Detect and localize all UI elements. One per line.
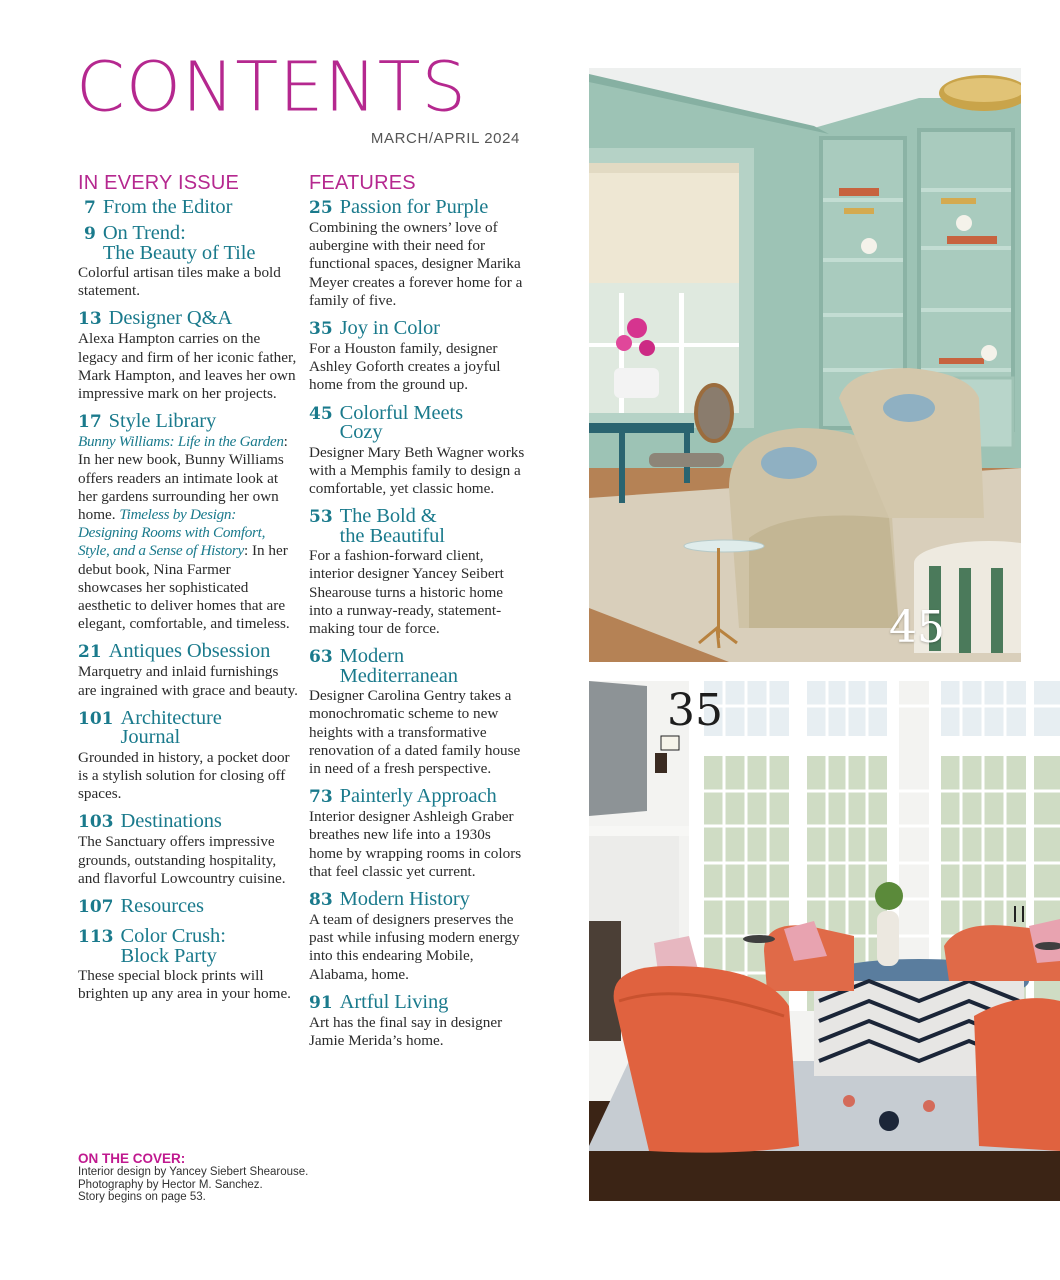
toc-entry-modern-mediterranean[interactable] <box>309 647 527 778</box>
page-number: 91 <box>309 992 333 1013</box>
toc-entry-from-the-editor[interactable] <box>78 198 298 218</box>
in-every-issue-column <box>78 171 298 1012</box>
entry-title: Modern Mediterranean <box>339 645 458 687</box>
page-number: 35 <box>309 319 333 340</box>
entry-description: Combining the owners’ love of aubergine with their need for functional spaces, designer Marika Meyer creates a forever home for a family of five. <box>309 219 523 309</box>
entry-title: Style Library <box>108 410 217 433</box>
book-title: Timeless by Design: Designing Rooms with Comfort, Style, and a Sense of History <box>78 506 266 560</box>
toc-entry-painterly-approach[interactable] <box>309 787 527 881</box>
entry-description: For a Houston family, designer Ashley Goforth creates a joyful home from the ground up. <box>309 340 501 394</box>
page-number: 103 <box>78 812 114 833</box>
photo-green-library-sitting-room[interactable] <box>589 68 1021 662</box>
toc-entry-on-trend[interactable] <box>78 224 298 300</box>
page-tag: 35 <box>667 685 723 736</box>
section-heading-features: FEATURES <box>309 172 416 194</box>
entry-title: Designer Q&A <box>108 307 233 330</box>
toc-entry-antiques-obsession[interactable] <box>78 642 298 699</box>
entry-description: A team of designers preserves the past while infusing modern energy into this endearing Mobile, Alabama, home. <box>309 911 520 983</box>
entry-title: Color Crush: Block Party <box>120 925 226 967</box>
page-number: 113 <box>78 927 114 948</box>
toc-entry-color-crush[interactable] <box>78 927 298 1003</box>
toc-entry-passion-for-purple[interactable] <box>309 198 527 310</box>
entry-title: Architecture Journal <box>120 706 222 749</box>
cover-credit-line: Story begins on page 53. <box>78 1191 206 1203</box>
page-number: 7 <box>84 198 96 218</box>
entry-title: Joy in Color <box>339 317 440 340</box>
entry-title: Artful Living <box>339 990 449 1013</box>
entry-title: From the Editor <box>102 196 233 218</box>
entry-description: Alexa Hampton carries on the legacy and firm of her iconic father, Mark Hampton, and leaves her own impressive mark on her projects. <box>78 330 297 403</box>
toc-entry-architecture-journal[interactable] <box>78 706 298 804</box>
cover-credit-line: Interior design by Yancey Siebert Shearouse. <box>78 1166 309 1178</box>
on-the-cover-note <box>78 1151 338 1204</box>
toc-entry-destinations[interactable] <box>78 812 298 888</box>
page-number: 17 <box>78 412 102 433</box>
entry-title: The Bold & the Beautiful <box>339 505 445 547</box>
entry-description: Colorful artisan tiles make a bold statement. <box>78 264 281 300</box>
entry-title: Antiques Obsession <box>108 640 271 663</box>
entry-description: Grounded in history, a pocket door is a stylish solution for closing off spaces. <box>78 748 290 803</box>
cover-heading: ON THE COVER: <box>78 1151 186 1166</box>
toc-entry-colorful-meets-cozy[interactable] <box>309 401 527 499</box>
entry-title: Colorful Meets Cozy <box>339 401 463 444</box>
toc-entry-designer-qa[interactable] <box>78 309 298 403</box>
entry-description: For a fashion-forward client, interior designer Yancey Seibert Shearouse turns a historic home into a runway-ready, statement-making tour de force. <box>309 547 504 638</box>
entry-title: Resources <box>120 895 204 918</box>
entry-description: The Sanctuary offers impressive grounds, outstanding hospitality, and flavorful Lowcountry cuisine. <box>78 833 286 887</box>
entry-title: Passion for Purple <box>339 196 489 218</box>
page-number: 107 <box>78 897 114 918</box>
room-illustration <box>589 681 1060 1201</box>
page-number: 13 <box>78 309 102 330</box>
contents-title: CONTENTS <box>76 46 467 128</box>
entry-title: Painterly Approach <box>339 785 497 808</box>
entry-title: Modern History <box>339 888 470 911</box>
toc-entry-style-library[interactable] <box>78 412 298 633</box>
page-number: 25 <box>309 198 333 218</box>
issue-date: MARCH/APRIL 2024 <box>370 130 520 147</box>
entry-description: Marquetry and inlaid furnishings are ingrained with grace and beauty. <box>78 663 298 699</box>
page-number: 83 <box>309 890 333 911</box>
section-heading-in-every-issue: IN EVERY ISSUE <box>78 172 240 194</box>
entry-description: Art has the final say in designer Jamie Merida’s home. <box>309 1013 503 1050</box>
entry-description: These special block prints will brighten up any area in your home. <box>78 967 291 1003</box>
page-number: 53 <box>309 507 333 528</box>
page-number: 73 <box>309 787 333 808</box>
entry-description: Bunny Williams: Life in the Garden: In her new book, Bunny Williams offers readers an intimate look at her gardens surrounding her own home. Timeless by Design: Designing Rooms with Comfort, Style, and a Sense of History: In her debut book, Nina Farmer showcases her sophisticated aesthetic to deliver homes that are elegant, comfortable, and timeless. <box>78 433 290 633</box>
cover-credit-line: Photography by Hector M. Sanchez. <box>78 1178 263 1191</box>
toc-entry-resources[interactable] <box>78 897 298 917</box>
toc-entry-joy-in-color[interactable] <box>309 319 527 395</box>
photo-coral-chairs-living-room[interactable] <box>589 681 1060 1201</box>
entry-title: Destinations <box>120 810 222 833</box>
room-illustration <box>589 68 1021 662</box>
page-number: 101 <box>78 708 114 729</box>
entry-description: Designer Mary Beth Wagner works with a Memphis family to design a comfortable, yet classic home. <box>309 443 525 498</box>
page-number: 9 <box>84 224 96 244</box>
toc-entry-modern-history[interactable] <box>309 890 527 984</box>
features-column <box>309 171 527 1059</box>
entry-title: On Trend: The Beauty of Tile <box>102 222 256 264</box>
entry-description: Designer Carolina Gentry takes a monochromatic scheme to new heights with a transformative renovation of a dated family house in need of a fresh perspective. <box>309 687 521 778</box>
page-tag: 45 <box>889 602 945 653</box>
book-title: Bunny Williams: Life in the Garden <box>78 433 284 451</box>
entry-description: Interior designer Ashleigh Graber breathes new life into a 1930s home by wrapping rooms in colors that feel classic yet current. <box>309 808 522 880</box>
page-number: 63 <box>309 647 333 668</box>
page-number: 21 <box>78 642 102 663</box>
page-number: 45 <box>309 403 333 424</box>
toc-entry-artful-living[interactable] <box>309 990 527 1050</box>
toc-entry-the-bold-and-the-beautiful[interactable] <box>309 507 527 638</box>
